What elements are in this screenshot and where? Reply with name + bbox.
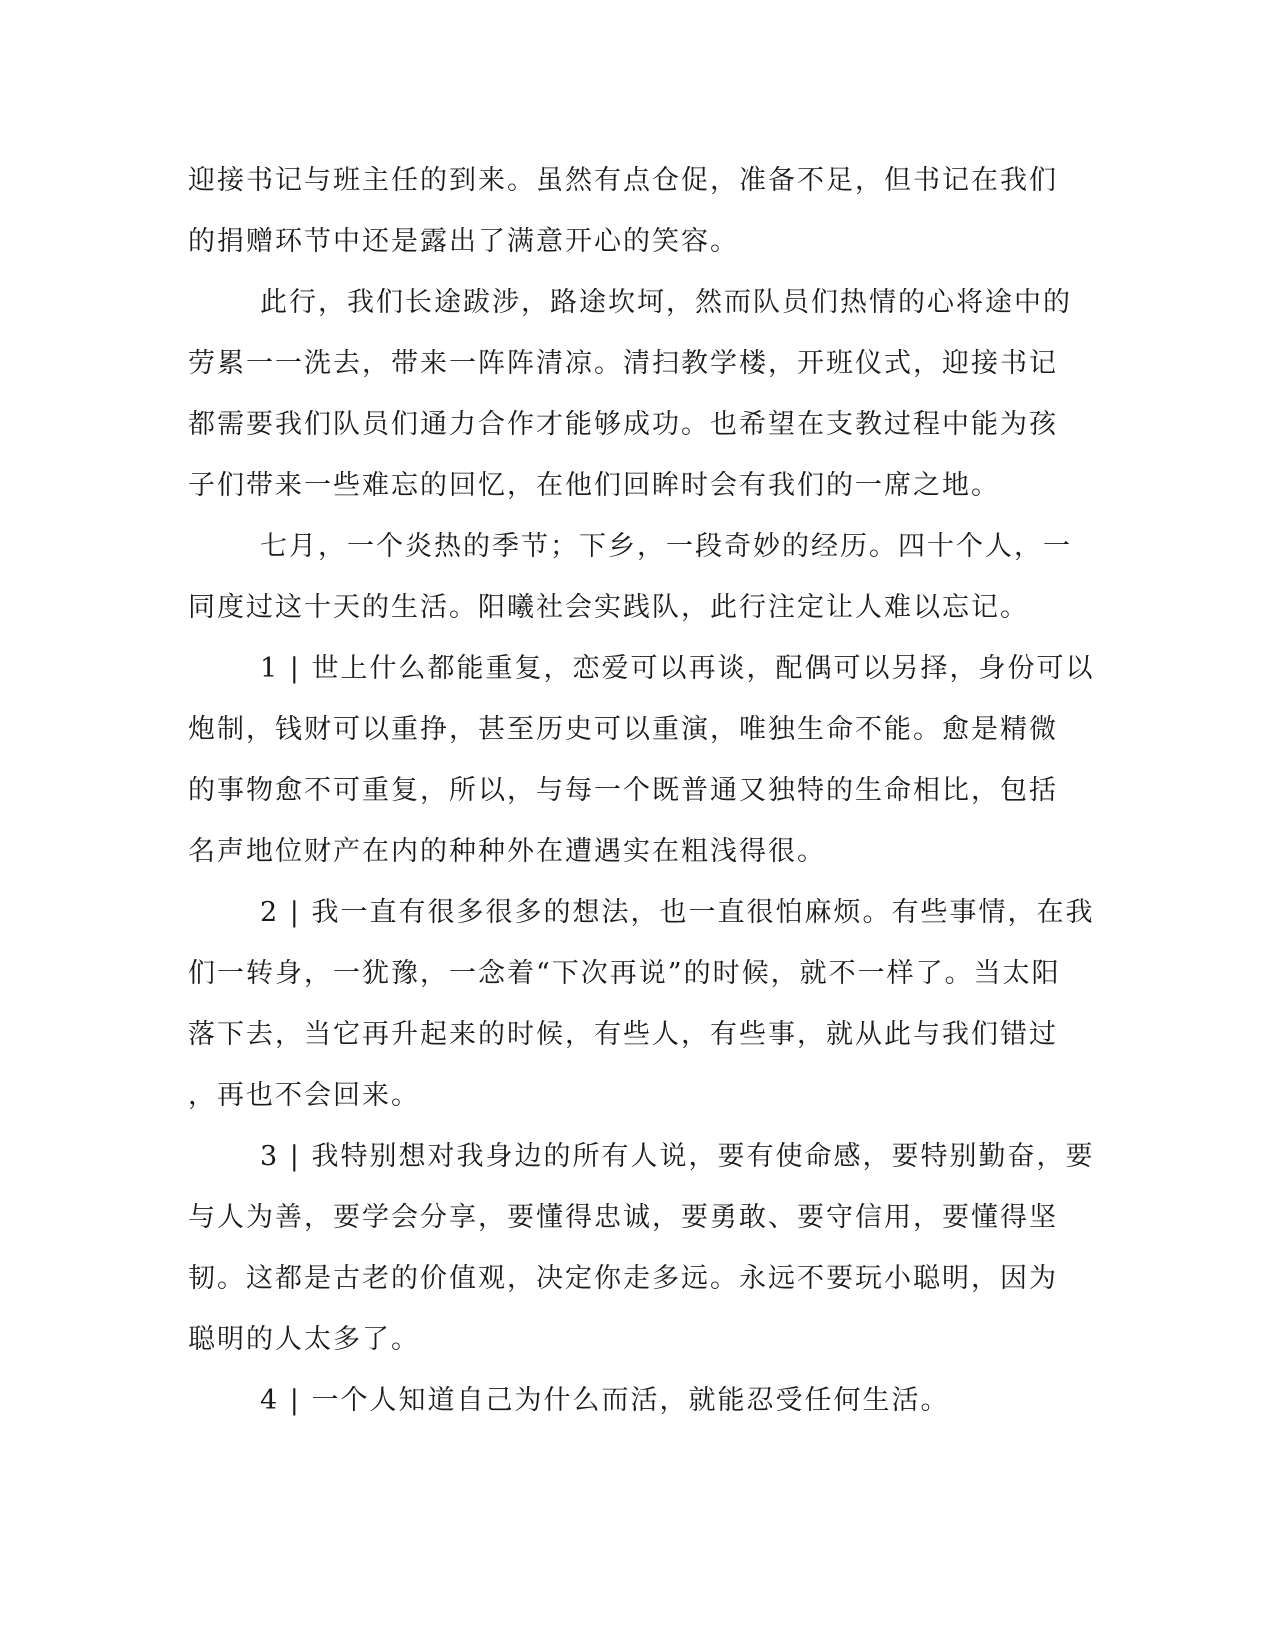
- paragraph-line: 的捐赠环节中还是露出了满意开心的笑容。: [188, 226, 739, 257]
- paragraph-line: 3 | 我特别想对我身边的所有人说，要有使命感，要特别勤奋，要: [260, 1141, 1095, 1172]
- paragraph-line: 此行，我们长途跋涉，路途坎坷，然而队员们热情的心将途中的: [260, 287, 1072, 318]
- paragraph-quote-3: [188, 1139, 1095, 1383]
- document-body: [188, 163, 1095, 1444]
- paragraph-line: 劳累一一洗去，带来一阵阵清凉。清扫教学楼，开班仪式，迎接书记: [188, 348, 1058, 379]
- paragraph-quote-1: [188, 651, 1095, 895]
- paragraph-3: [188, 529, 1088, 651]
- paragraph-line: 迎接书记与班主任的到来。虽然有点仓促，准备不足，但书记在我们: [188, 165, 1058, 196]
- paragraph-line: 与人为善，要学会分享，要懂得忠诚，要勇敢、要守信用，要懂得坚: [188, 1202, 1058, 1233]
- paragraph-1: [188, 163, 1088, 285]
- paragraph-line: 韧。这都是古老的价值观，决定你走多远。永远不要玩小聪明，因为: [188, 1263, 1058, 1294]
- paragraph-line: 落下去，当它再升起来的时候，有些人，有些事，就从此与我们错过: [188, 1019, 1058, 1050]
- paragraph-line: 聪明的人太多了。: [188, 1324, 420, 1355]
- paragraph-line: 们一转身，一犹豫，一念着“下次再说”的时候，就不一样了。当太阳: [188, 958, 1061, 989]
- paragraph-line: 1 | 世上什么都能重复，恋爱可以再谈，配偶可以另择，身份可以: [260, 653, 1095, 684]
- paragraph-line: 的事物愈不可重复，所以，与每一个既普通又独特的生命相比，包括: [188, 775, 1058, 806]
- paragraph-line: ，再也不会回来。: [188, 1080, 420, 1111]
- paragraph-quote-4: [188, 1383, 1088, 1444]
- paragraph-line: 2 | 我一直有很多很多的想法，也一直很怕麻烦。有些事情，在我: [260, 897, 1095, 928]
- paragraph-line: 都需要我们队员们通力合作才能够成功。也希望在支教过程中能为孩: [188, 409, 1058, 440]
- paragraph-line: 炮制，钱财可以重挣，甚至历史可以重演，唯独生命不能。愈是精微: [188, 714, 1058, 745]
- paragraph-quote-2: [188, 895, 1095, 1139]
- paragraph-line: 子们带来一些难忘的回忆，在他们回眸时会有我们的一席之地。: [188, 470, 1000, 501]
- paragraph-line: 4 | 一个人知道自己为什么而活，就能忍受任何生活。: [260, 1385, 950, 1416]
- paragraph-line: 同度过这十天的生活。阳曦社会实践队，此行注定让人难以忘记。: [188, 592, 1029, 623]
- paragraph-line: 名声地位财产在内的种种外在遭遇实在粗浅得很。: [188, 836, 826, 867]
- paragraph-2: [188, 285, 1088, 529]
- paragraph-line: 七月，一个炎热的季节；下乡，一段奇妙的经历。四十个人，一: [260, 531, 1072, 562]
